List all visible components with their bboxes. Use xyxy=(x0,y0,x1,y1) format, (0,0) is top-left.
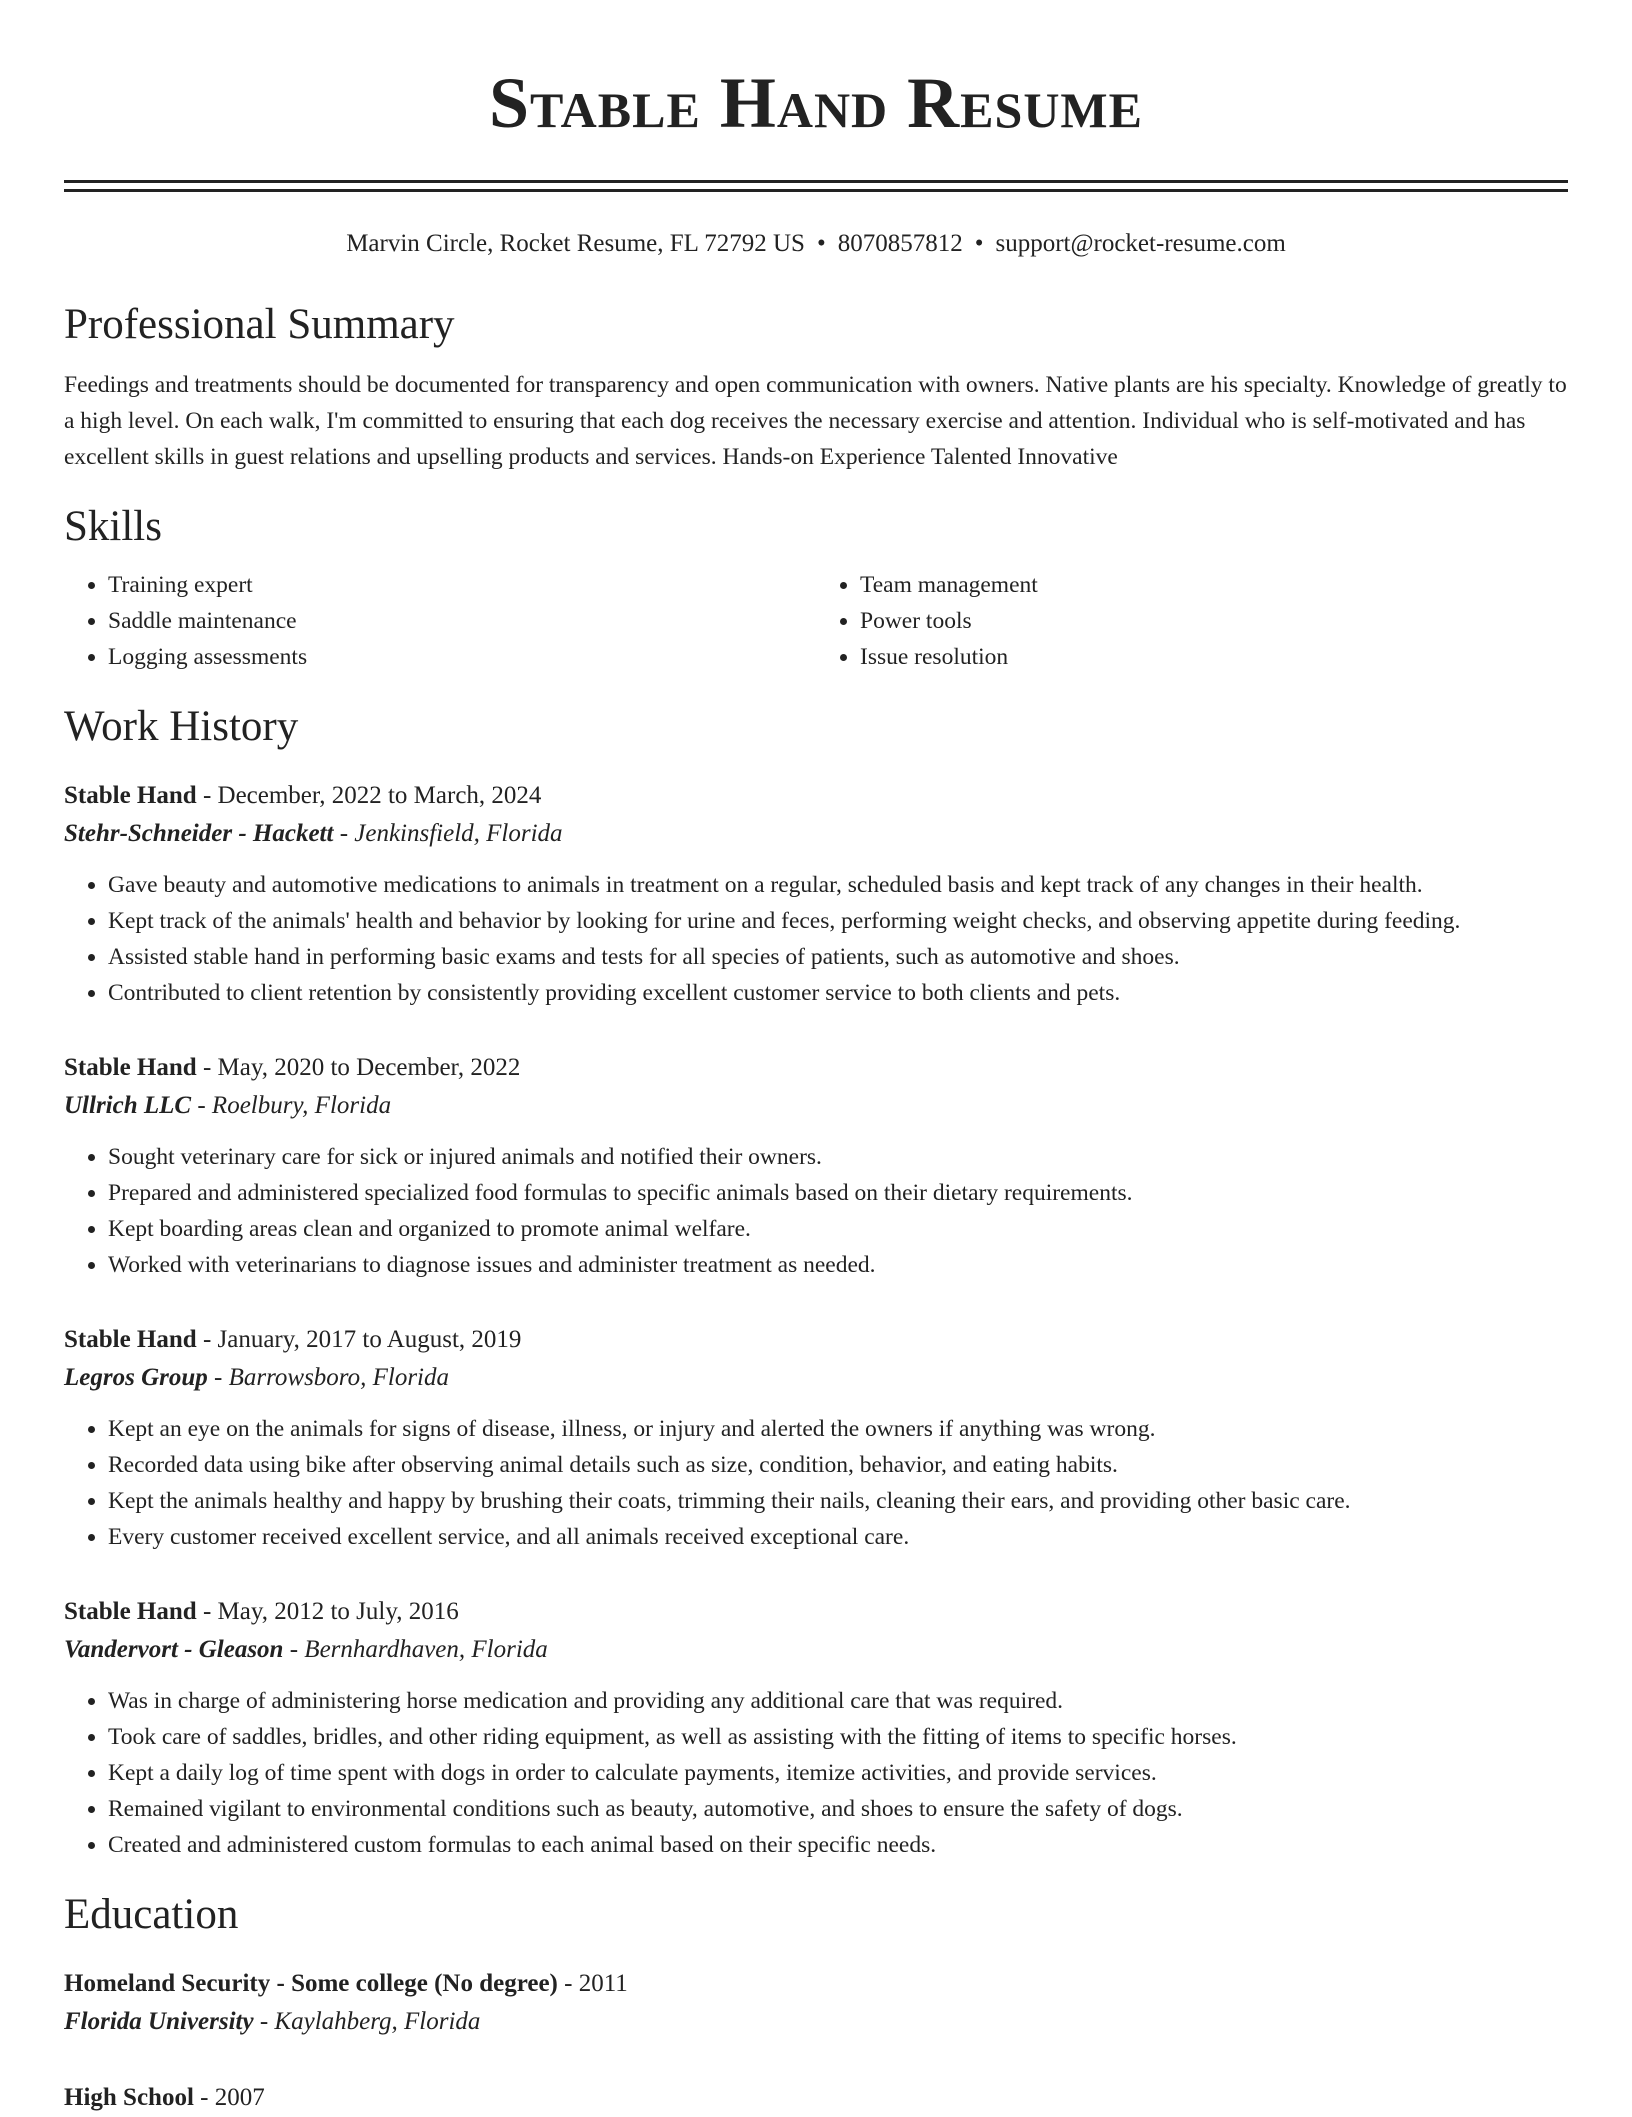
skills-heading: Skills xyxy=(64,503,162,550)
employer-location: Jenkinsfield, Florida xyxy=(354,820,563,847)
skill-item: • Issue resolution xyxy=(860,639,1568,675)
job-duty: • Kept a daily log of time spent with dogs in order to calculate payments, itemize activities, and provide services. xyxy=(108,1755,1568,1791)
degree-year: 2011 xyxy=(578,1970,628,1997)
job-title-line: Stable Hand - January, 2017 to August, 2019 xyxy=(64,1326,522,1353)
employer-line: Vandervort - Gleason - Bernhardhaven, Florida xyxy=(64,1636,548,1663)
degree-line: High School - 2007 xyxy=(64,2084,265,2111)
contact-line xyxy=(64,229,1568,259)
degree-line: Homeland Security - Some college (No degree) - 2011 xyxy=(64,1970,628,1997)
skills-column-right xyxy=(816,567,1568,675)
employer-name: Stehr-Schneider - Hackett xyxy=(64,820,334,847)
school-name: Florida University xyxy=(64,2008,254,2035)
employer-location: Bernhardhaven, Florida xyxy=(304,1636,548,1663)
school-location: Kaylahberg, Florida xyxy=(274,2008,481,2035)
employer-location: Barrowsboro, Florida xyxy=(228,1364,449,1391)
employer-name: Legros Group xyxy=(64,1364,208,1391)
job-duties xyxy=(64,867,1568,1011)
education-entry xyxy=(64,1965,1568,2041)
title-divider-thick xyxy=(64,180,1568,183)
job-title: Stable Hand xyxy=(64,1326,197,1353)
job-duties xyxy=(64,1683,1568,1863)
job-dates: December, 2022 to March, 2024 xyxy=(217,782,542,809)
summary-heading: Professional Summary xyxy=(64,301,455,348)
employer-line: Legros Group - Barrowsboro, Florida xyxy=(64,1364,449,1391)
degree-name: High School xyxy=(64,2084,194,2111)
degree-name: Homeland Security - Some college (No degree) xyxy=(64,1970,558,1997)
education-entry xyxy=(64,2079,1568,2117)
work-history-list xyxy=(64,777,1568,1863)
skill-item: • Logging assessments xyxy=(108,639,816,675)
contact-email: support@rocket-resume.com xyxy=(995,230,1286,257)
job-duties xyxy=(64,1139,1568,1283)
job-duty: • Kept an eye on the animals for signs of disease, illness, or injury and alerted the owners if anything was wrong. xyxy=(108,1411,1568,1447)
job-duty: • Gave beauty and automotive medications to animals in treatment on a regular, scheduled basis and kept track of any changes in their health. xyxy=(108,867,1568,903)
education-heading: Education xyxy=(64,1891,239,1938)
skill-item: • Saddle maintenance xyxy=(108,603,816,639)
contact-separator: • xyxy=(816,230,826,257)
job-title-line: Stable Hand - May, 2012 to July, 2016 xyxy=(64,1598,459,1625)
job-duty: • Assisted stable hand in performing basic exams and tests for all species of patients, such as automotive and shoes. xyxy=(108,939,1568,975)
job-duty: • Took care of saddles, bridles, and other riding equipment, as well as assisting with the fitting of items to specific horses. xyxy=(108,1719,1568,1755)
job-entry xyxy=(64,1321,1568,1555)
job-entry xyxy=(64,1049,1568,1283)
employer-name: Ullrich LLC xyxy=(64,1092,192,1119)
skills-list xyxy=(64,567,1568,675)
job-dates: May, 2020 to December, 2022 xyxy=(217,1054,521,1081)
skill-item: • Training expert xyxy=(108,567,816,603)
job-duty: • Sought veterinary care for sick or injured animals and notified their owners. xyxy=(108,1139,1568,1175)
job-title-line: Stable Hand - May, 2020 to December, 2022 xyxy=(64,1054,521,1081)
summary-text: Feedings and treatments should be documented for transparency and open communication with owners. Native plants are his specialty. Knowledge of greatly to a high level. On each walk, I'm committed to ensuring that each dog receives the necessary exercise and attention. Individual who is self-motivated and has excellent skills in guest relations and upselling products and services. Hands-on Experience Talented Innovative xyxy=(64,372,1567,470)
job-title: Stable Hand xyxy=(64,1598,197,1625)
job-dates: May, 2012 to July, 2016 xyxy=(217,1598,459,1625)
work-history-heading: Work History xyxy=(64,703,299,750)
job-duties xyxy=(64,1411,1568,1555)
job-dates: January, 2017 to August, 2019 xyxy=(217,1326,522,1353)
skills-column-left xyxy=(64,567,816,675)
contact-separator: • xyxy=(974,230,984,257)
job-entry xyxy=(64,777,1568,1011)
job-title-line: Stable Hand - December, 2022 to March, 2024 xyxy=(64,782,542,809)
contact-phone: 8070857812 xyxy=(837,230,963,257)
title-divider-thin xyxy=(64,189,1568,192)
job-entry xyxy=(64,1593,1568,1863)
job-duty: • Kept track of the animals' health and behavior by looking for urine and feces, performing weight checks, and observing appetite during feeding. xyxy=(108,903,1568,939)
page-title: Stable Hand Resume xyxy=(489,63,1143,143)
contact-address: Marvin Circle, Rocket Resume, FL 72792 US xyxy=(346,230,805,257)
job-duty: • Remained vigilant to environmental conditions such as beauty, automotive, and shoes to ensure the safety of dogs. xyxy=(108,1791,1568,1827)
job-duty: • Prepared and administered specialized food formulas to specific animals based on their dietary requirements. xyxy=(108,1175,1568,1211)
job-title: Stable Hand xyxy=(64,782,197,809)
job-duty: • Created and administered custom formulas to each animal based on their specific needs. xyxy=(108,1827,1568,1863)
employer-name: Vandervort - Gleason xyxy=(64,1636,284,1663)
job-duty: • Every customer received excellent service, and all animals received exceptional care. xyxy=(108,1519,1568,1555)
job-duty: • Contributed to client retention by consistently providing excellent customer service to both clients and pets. xyxy=(108,975,1568,1011)
employer-line: Stehr-Schneider - Hackett - Jenkinsfield, Florida xyxy=(64,820,563,847)
job-duty: • Recorded data using bike after observing animal details such as size, condition, behavior, and eating habits. xyxy=(108,1447,1568,1483)
job-duty: • Was in charge of administering horse medication and providing any additional care that was required. xyxy=(108,1683,1568,1719)
job-title: Stable Hand xyxy=(64,1054,197,1081)
employer-line: Ullrich LLC - Roelbury, Florida xyxy=(64,1092,392,1119)
job-duty: • Kept boarding areas clean and organized to promote animal welfare. xyxy=(108,1211,1568,1247)
school-line: Florida University - Kaylahberg, Florida xyxy=(64,2008,481,2035)
employer-location: Roelbury, Florida xyxy=(211,1092,392,1119)
job-duty: • Worked with veterinarians to diagnose issues and administer treatment as needed. xyxy=(108,1247,1568,1283)
degree-year: 2007 xyxy=(214,2084,265,2111)
skill-item: • Team management xyxy=(860,567,1568,603)
job-duty: • Kept the animals healthy and happy by brushing their coats, trimming their nails, cleaning their ears, and providing other basic care. xyxy=(108,1483,1568,1519)
skill-item: • Power tools xyxy=(860,603,1568,639)
